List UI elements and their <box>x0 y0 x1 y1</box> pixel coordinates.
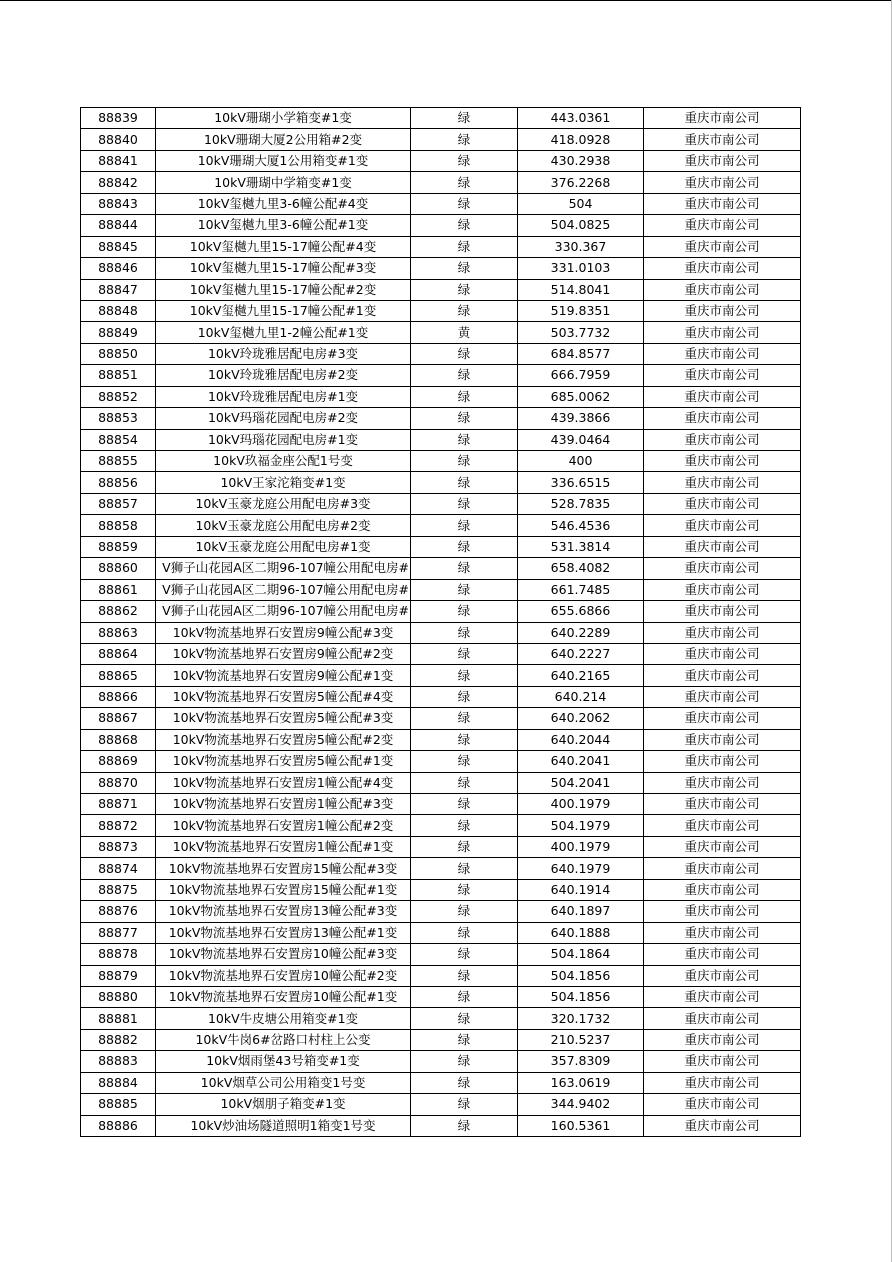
status-color-cell: 绿 <box>411 258 518 279</box>
transformer-name-cell: 10kV物流基地界石安置房10幢公配#1变 <box>156 986 411 1007</box>
transformer-name-cell: 10kV物流基地界石安置房10幢公配#3变 <box>156 944 411 965</box>
status-color-cell: 绿 <box>411 622 518 643</box>
status-color-cell: 绿 <box>411 1029 518 1050</box>
load-value-cell: 400 <box>518 451 644 472</box>
load-value-cell: 376.2268 <box>518 172 644 193</box>
table-row <box>81 858 801 879</box>
company-cell: 重庆市南公司 <box>644 172 801 193</box>
transformer-name-cell: 10kV物流基地界石安置房5幢公配#2变 <box>156 729 411 750</box>
transformer-name-cell: 10kV物流基地界石安置房15幢公配#3变 <box>156 858 411 879</box>
table-row <box>81 794 801 815</box>
transformer-name-cell: 10kV玉豪龙庭公用配电房#1变 <box>156 536 411 557</box>
company-cell: 重庆市南公司 <box>644 493 801 514</box>
table-row <box>81 772 801 793</box>
status-color-cell: 绿 <box>411 665 518 686</box>
transformer-name-cell: 10kV烟朋子箱变#1变 <box>156 1094 411 1115</box>
load-value-cell: 531.3814 <box>518 536 644 557</box>
row-id-cell: 88864 <box>81 643 156 664</box>
transformer-name-cell: 10kV物流基地界石安置房1幢公配#1变 <box>156 836 411 857</box>
transformer-name-cell: 10kV物流基地界石安置房10幢公配#2变 <box>156 965 411 986</box>
load-value-cell: 514.8041 <box>518 279 644 300</box>
company-cell: 重庆市南公司 <box>644 729 801 750</box>
status-color-cell: 绿 <box>411 193 518 214</box>
row-id-cell: 88876 <box>81 901 156 922</box>
row-id-cell: 88868 <box>81 729 156 750</box>
status-color-cell: 绿 <box>411 429 518 450</box>
load-value-cell: 640.214 <box>518 686 644 707</box>
company-cell: 重庆市南公司 <box>644 836 801 857</box>
company-cell: 重庆市南公司 <box>644 300 801 321</box>
row-id-cell: 88847 <box>81 279 156 300</box>
load-value-cell: 504.1864 <box>518 944 644 965</box>
status-color-cell: 绿 <box>411 944 518 965</box>
transformer-name-cell: 10kV珊瑚小学箱变#1变 <box>156 108 411 129</box>
status-color-cell: 绿 <box>411 300 518 321</box>
load-value-cell: 400.1979 <box>518 794 644 815</box>
status-color-cell: 绿 <box>411 108 518 129</box>
row-id-cell: 88846 <box>81 258 156 279</box>
company-cell: 重庆市南公司 <box>644 472 801 493</box>
load-value-cell: 331.0103 <box>518 258 644 279</box>
status-color-cell: 绿 <box>411 536 518 557</box>
company-cell: 重庆市南公司 <box>644 986 801 1007</box>
load-value-cell: 336.6515 <box>518 472 644 493</box>
status-color-cell: 绿 <box>411 686 518 707</box>
table-row <box>81 451 801 472</box>
company-cell: 重庆市南公司 <box>644 751 801 772</box>
row-id-cell: 88863 <box>81 622 156 643</box>
load-value-cell: 640.2165 <box>518 665 644 686</box>
transformer-name-cell: 10kV王家沱箱变#1变 <box>156 472 411 493</box>
company-cell: 重庆市南公司 <box>644 622 801 643</box>
company-cell: 重庆市南公司 <box>644 1008 801 1029</box>
transformer-name-cell: 10kV玺樾九里15-17幢公配#4变 <box>156 236 411 257</box>
table-row <box>81 708 801 729</box>
row-id-cell: 88866 <box>81 686 156 707</box>
transformer-name-cell: 10kV珊瑚大厦2公用箱#2变 <box>156 129 411 150</box>
transformer-name-cell: 10kV玖福金座公配1号变 <box>156 451 411 472</box>
transformer-name-cell: 10kV牛岗6#岔路口村柱上公变 <box>156 1029 411 1050</box>
company-cell: 重庆市南公司 <box>644 579 801 600</box>
transformer-name-cell: 10kV玺樾九里15-17幢公配#1变 <box>156 300 411 321</box>
row-id-cell: 88854 <box>81 429 156 450</box>
transformer-name-cell: 10kV烟雨堡43号箱变#1变 <box>156 1051 411 1072</box>
status-color-cell: 绿 <box>411 215 518 236</box>
load-value-cell: 504.0825 <box>518 215 644 236</box>
row-id-cell: 88843 <box>81 193 156 214</box>
status-color-cell: 绿 <box>411 601 518 622</box>
row-id-cell: 88869 <box>81 751 156 772</box>
status-color-cell: 绿 <box>411 343 518 364</box>
status-color-cell: 绿 <box>411 386 518 407</box>
row-id-cell: 88857 <box>81 493 156 514</box>
company-cell: 重庆市南公司 <box>644 1051 801 1072</box>
transformer-name-cell: 10kV物流基地界石安置房5幢公配#3变 <box>156 708 411 729</box>
transformer-name-cell: V狮子山花园A区二期96-107幢公用配电房# <box>156 601 411 622</box>
status-color-cell: 绿 <box>411 365 518 386</box>
table-row <box>81 536 801 557</box>
status-color-cell: 绿 <box>411 1051 518 1072</box>
row-id-cell: 88853 <box>81 408 156 429</box>
load-value-cell: 666.7959 <box>518 365 644 386</box>
row-id-cell: 88860 <box>81 558 156 579</box>
page-top-rule <box>0 0 892 1</box>
row-id-cell: 88844 <box>81 215 156 236</box>
row-id-cell: 88851 <box>81 365 156 386</box>
transformer-name-cell: 10kV物流基地界石安置房9幢公配#1变 <box>156 665 411 686</box>
row-id-cell: 88845 <box>81 236 156 257</box>
transformer-name-cell: 10kV玉豪龙庭公用配电房#3变 <box>156 493 411 514</box>
table-row <box>81 622 801 643</box>
company-cell: 重庆市南公司 <box>644 386 801 407</box>
transformer-name-cell: 10kV物流基地界石安置房5幢公配#4变 <box>156 686 411 707</box>
row-id-cell: 88849 <box>81 322 156 343</box>
company-cell: 重庆市南公司 <box>644 429 801 450</box>
table-row <box>81 343 801 364</box>
company-cell: 重庆市南公司 <box>644 708 801 729</box>
table-row <box>81 579 801 600</box>
load-value-cell: 640.1888 <box>518 922 644 943</box>
status-color-cell: 绿 <box>411 579 518 600</box>
table-row <box>81 408 801 429</box>
row-id-cell: 88840 <box>81 129 156 150</box>
status-color-cell: 绿 <box>411 901 518 922</box>
transformer-name-cell: 10kV玺樾九里15-17幢公配#3变 <box>156 258 411 279</box>
company-cell: 重庆市南公司 <box>644 858 801 879</box>
status-color-cell: 绿 <box>411 1115 518 1136</box>
table-row <box>81 815 801 836</box>
row-id-cell: 88852 <box>81 386 156 407</box>
status-color-cell: 绿 <box>411 408 518 429</box>
transformer-name-cell: 10kV玛瑙花园配电房#1变 <box>156 429 411 450</box>
load-value-cell: 439.0464 <box>518 429 644 450</box>
company-cell: 重庆市南公司 <box>644 408 801 429</box>
load-value-cell: 504.1979 <box>518 815 644 836</box>
company-cell: 重庆市南公司 <box>644 129 801 150</box>
table-row <box>81 643 801 664</box>
table-row <box>81 386 801 407</box>
company-cell: 重庆市南公司 <box>644 1072 801 1093</box>
row-id-cell: 88865 <box>81 665 156 686</box>
load-value-cell: 504.2041 <box>518 772 644 793</box>
row-id-cell: 88841 <box>81 150 156 171</box>
load-value-cell: 400.1979 <box>518 836 644 857</box>
table-row <box>81 836 801 857</box>
row-id-cell: 88856 <box>81 472 156 493</box>
load-value-cell: 640.1897 <box>518 901 644 922</box>
row-id-cell: 88874 <box>81 858 156 879</box>
transformer-table <box>80 107 801 1137</box>
row-id-cell: 88861 <box>81 579 156 600</box>
row-id-cell: 88877 <box>81 922 156 943</box>
company-cell: 重庆市南公司 <box>644 558 801 579</box>
company-cell: 重庆市南公司 <box>644 1115 801 1136</box>
company-cell: 重庆市南公司 <box>644 150 801 171</box>
company-cell: 重庆市南公司 <box>644 815 801 836</box>
status-color-cell: 绿 <box>411 643 518 664</box>
transformer-name-cell: 10kV牛皮塘公用箱变#1变 <box>156 1008 411 1029</box>
transformer-name-cell: 10kV物流基地界石安置房9幢公配#2变 <box>156 643 411 664</box>
company-cell: 重庆市南公司 <box>644 901 801 922</box>
status-color-cell: 绿 <box>411 1094 518 1115</box>
company-cell: 重庆市南公司 <box>644 236 801 257</box>
row-id-cell: 88881 <box>81 1008 156 1029</box>
row-id-cell: 88839 <box>81 108 156 129</box>
table-row <box>81 729 801 750</box>
transformer-name-cell: 10kV物流基地界石安置房1幢公配#4变 <box>156 772 411 793</box>
load-value-cell: 430.2938 <box>518 150 644 171</box>
company-cell: 重庆市南公司 <box>644 215 801 236</box>
table-row <box>81 1008 801 1029</box>
row-id-cell: 88885 <box>81 1094 156 1115</box>
status-color-cell: 绿 <box>411 965 518 986</box>
table-row <box>81 558 801 579</box>
transformer-name-cell: 10kV炒油场隧道照明1箱变1号变 <box>156 1115 411 1136</box>
status-color-cell: 绿 <box>411 150 518 171</box>
company-cell: 重庆市南公司 <box>644 922 801 943</box>
status-color-cell: 黄 <box>411 322 518 343</box>
row-id-cell: 88875 <box>81 879 156 900</box>
load-value-cell: 658.4082 <box>518 558 644 579</box>
table-row <box>81 300 801 321</box>
table-row <box>81 922 801 943</box>
row-id-cell: 88858 <box>81 515 156 536</box>
row-id-cell: 88879 <box>81 965 156 986</box>
status-color-cell: 绿 <box>411 858 518 879</box>
company-cell: 重庆市南公司 <box>644 365 801 386</box>
table-row <box>81 258 801 279</box>
row-id-cell: 88886 <box>81 1115 156 1136</box>
load-value-cell: 661.7485 <box>518 579 644 600</box>
table-row <box>81 108 801 129</box>
table-row <box>81 215 801 236</box>
company-cell: 重庆市南公司 <box>644 193 801 214</box>
load-value-cell: 655.6866 <box>518 601 644 622</box>
load-value-cell: 418.0928 <box>518 129 644 150</box>
load-value-cell: 439.3866 <box>518 408 644 429</box>
company-cell: 重庆市南公司 <box>644 1094 801 1115</box>
table-body <box>81 108 801 1137</box>
status-color-cell: 绿 <box>411 558 518 579</box>
table-row <box>81 429 801 450</box>
load-value-cell: 357.8309 <box>518 1051 644 1072</box>
status-color-cell: 绿 <box>411 922 518 943</box>
transformer-name-cell: 10kV玺樾九里1-2幢公配#1变 <box>156 322 411 343</box>
row-id-cell: 88842 <box>81 172 156 193</box>
row-id-cell: 88878 <box>81 944 156 965</box>
load-value-cell: 504 <box>518 193 644 214</box>
company-cell: 重庆市南公司 <box>644 1029 801 1050</box>
transformer-name-cell: 10kV玉豪龙庭公用配电房#2变 <box>156 515 411 536</box>
table-row <box>81 1029 801 1050</box>
status-color-cell: 绿 <box>411 1008 518 1029</box>
company-cell: 重庆市南公司 <box>644 772 801 793</box>
status-color-cell: 绿 <box>411 515 518 536</box>
row-id-cell: 88850 <box>81 343 156 364</box>
table-row <box>81 279 801 300</box>
load-value-cell: 640.2044 <box>518 729 644 750</box>
table-row <box>81 986 801 1007</box>
load-value-cell: 344.9402 <box>518 1094 644 1115</box>
load-value-cell: 504.1856 <box>518 986 644 1007</box>
status-color-cell: 绿 <box>411 794 518 815</box>
company-cell: 重庆市南公司 <box>644 279 801 300</box>
company-cell: 重庆市南公司 <box>644 965 801 986</box>
load-value-cell: 163.0619 <box>518 1072 644 1093</box>
load-value-cell: 640.2062 <box>518 708 644 729</box>
table-row <box>81 601 801 622</box>
row-id-cell: 88882 <box>81 1029 156 1050</box>
transformer-name-cell: V狮子山花园A区二期96-107幢公用配电房# <box>156 579 411 600</box>
company-cell: 重庆市南公司 <box>644 515 801 536</box>
table-row <box>81 515 801 536</box>
load-value-cell: 528.7835 <box>518 493 644 514</box>
status-color-cell: 绿 <box>411 836 518 857</box>
transformer-name-cell: 10kV玺樾九里15-17幢公配#2变 <box>156 279 411 300</box>
row-id-cell: 88884 <box>81 1072 156 1093</box>
row-id-cell: 88867 <box>81 708 156 729</box>
transformer-name-cell: 10kV物流基地界石安置房1幢公配#3变 <box>156 794 411 815</box>
row-id-cell: 88859 <box>81 536 156 557</box>
table-row <box>81 172 801 193</box>
status-color-cell: 绿 <box>411 708 518 729</box>
status-color-cell: 绿 <box>411 815 518 836</box>
table-row <box>81 236 801 257</box>
company-cell: 重庆市南公司 <box>644 536 801 557</box>
table-row <box>81 879 801 900</box>
status-color-cell: 绿 <box>411 279 518 300</box>
load-value-cell: 160.5361 <box>518 1115 644 1136</box>
company-cell: 重庆市南公司 <box>644 944 801 965</box>
load-value-cell: 640.2041 <box>518 751 644 772</box>
table-row <box>81 150 801 171</box>
company-cell: 重庆市南公司 <box>644 879 801 900</box>
table-row <box>81 193 801 214</box>
table-row <box>81 1072 801 1093</box>
transformer-name-cell: 10kV物流基地界石安置房5幢公配#1变 <box>156 751 411 772</box>
row-id-cell: 88880 <box>81 986 156 1007</box>
transformer-name-cell: 10kV珊瑚大厦1公用箱变#1变 <box>156 150 411 171</box>
load-value-cell: 330.367 <box>518 236 644 257</box>
status-color-cell: 绿 <box>411 236 518 257</box>
status-color-cell: 绿 <box>411 986 518 1007</box>
transformer-name-cell: 10kV物流基地界石安置房13幢公配#1变 <box>156 922 411 943</box>
load-value-cell: 546.4536 <box>518 515 644 536</box>
transformer-name-cell: 10kV玺樾九里3-6幢公配#1变 <box>156 215 411 236</box>
load-value-cell: 685.0062 <box>518 386 644 407</box>
load-value-cell: 504.1856 <box>518 965 644 986</box>
status-color-cell: 绿 <box>411 129 518 150</box>
status-color-cell: 绿 <box>411 1072 518 1093</box>
load-value-cell: 640.1979 <box>518 858 644 879</box>
company-cell: 重庆市南公司 <box>644 343 801 364</box>
load-value-cell: 210.5237 <box>518 1029 644 1050</box>
status-color-cell: 绿 <box>411 729 518 750</box>
table-row <box>81 751 801 772</box>
company-cell: 重庆市南公司 <box>644 108 801 129</box>
status-color-cell: 绿 <box>411 493 518 514</box>
status-color-cell: 绿 <box>411 772 518 793</box>
table-row <box>81 665 801 686</box>
transformer-name-cell: 10kV玺樾九里3-6幢公配#4变 <box>156 193 411 214</box>
load-value-cell: 640.1914 <box>518 879 644 900</box>
load-value-cell: 503.7732 <box>518 322 644 343</box>
table-row <box>81 129 801 150</box>
load-value-cell: 519.8351 <box>518 300 644 321</box>
load-value-cell: 443.0361 <box>518 108 644 129</box>
table-row <box>81 1051 801 1072</box>
table-row <box>81 944 801 965</box>
transformer-name-cell: 10kV物流基地界石安置房1幢公配#2变 <box>156 815 411 836</box>
row-id-cell: 88872 <box>81 815 156 836</box>
load-value-cell: 684.8577 <box>518 343 644 364</box>
company-cell: 重庆市南公司 <box>644 643 801 664</box>
company-cell: 重庆市南公司 <box>644 665 801 686</box>
status-color-cell: 绿 <box>411 451 518 472</box>
company-cell: 重庆市南公司 <box>644 601 801 622</box>
table-row <box>81 322 801 343</box>
row-id-cell: 88862 <box>81 601 156 622</box>
load-value-cell: 320.1732 <box>518 1008 644 1029</box>
table-row <box>81 472 801 493</box>
status-color-cell: 绿 <box>411 472 518 493</box>
transformer-name-cell: V狮子山花园A区二期96-107幢公用配电房# <box>156 558 411 579</box>
status-color-cell: 绿 <box>411 172 518 193</box>
load-value-cell: 640.2227 <box>518 643 644 664</box>
table-row <box>81 1115 801 1136</box>
transformer-name-cell: 10kV玲珑雅居配电房#3变 <box>156 343 411 364</box>
table-row <box>81 493 801 514</box>
transformer-name-cell: 10kV玲珑雅居配电房#1变 <box>156 386 411 407</box>
transformer-name-cell: 10kV珊瑚中学箱变#1变 <box>156 172 411 193</box>
transformer-name-cell: 10kV物流基地界石安置房15幢公配#1变 <box>156 879 411 900</box>
row-id-cell: 88873 <box>81 836 156 857</box>
row-id-cell: 88871 <box>81 794 156 815</box>
row-id-cell: 88870 <box>81 772 156 793</box>
transformer-name-cell: 10kV物流基地界石安置房9幢公配#3变 <box>156 622 411 643</box>
company-cell: 重庆市南公司 <box>644 258 801 279</box>
company-cell: 重庆市南公司 <box>644 322 801 343</box>
transformer-name-cell: 10kV烟草公司公用箱变1号变 <box>156 1072 411 1093</box>
row-id-cell: 88855 <box>81 451 156 472</box>
load-value-cell: 640.2289 <box>518 622 644 643</box>
transformer-name-cell: 10kV玛瑙花园配电房#2变 <box>156 408 411 429</box>
row-id-cell: 88848 <box>81 300 156 321</box>
status-color-cell: 绿 <box>411 879 518 900</box>
table-row <box>81 686 801 707</box>
company-cell: 重庆市南公司 <box>644 686 801 707</box>
transformer-name-cell: 10kV物流基地界石安置房13幢公配#3变 <box>156 901 411 922</box>
status-color-cell: 绿 <box>411 751 518 772</box>
table-row <box>81 901 801 922</box>
table-row <box>81 965 801 986</box>
company-cell: 重庆市南公司 <box>644 794 801 815</box>
company-cell: 重庆市南公司 <box>644 451 801 472</box>
table-row <box>81 1094 801 1115</box>
transformer-name-cell: 10kV玲珑雅居配电房#2变 <box>156 365 411 386</box>
table-row <box>81 365 801 386</box>
row-id-cell: 88883 <box>81 1051 156 1072</box>
